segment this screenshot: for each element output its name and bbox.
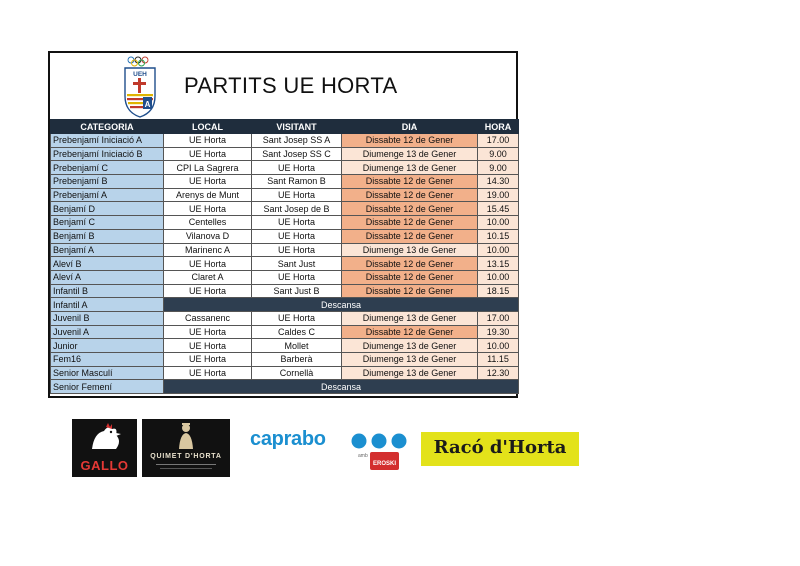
cell-dia: Diumenge 13 de Gener — [342, 339, 478, 353]
cell-local: Cassanenc — [164, 311, 252, 325]
cell-categoria: Benjamí C — [51, 216, 164, 230]
cell-visitant: Sant Josep SS A — [252, 134, 342, 148]
cell-hora: 10.00 — [478, 270, 519, 284]
cell-hora: 10.15 — [478, 229, 519, 243]
cell-hora: 13.15 — [478, 257, 519, 271]
header-hora: HORA — [478, 120, 519, 134]
table-row — [51, 270, 519, 284]
caprabo-logo — [250, 428, 410, 468]
cell-visitant: UE Horta — [252, 311, 342, 325]
cell-local: UE Horta — [164, 175, 252, 189]
crest-badge: A — [144, 100, 151, 109]
cell-dia: Dissabte 12 de Gener — [342, 134, 478, 148]
cell-local: UE Horta — [164, 366, 252, 380]
cell-dia: Diumenge 13 de Gener — [342, 147, 478, 161]
cell-dia: Dissabte 12 de Gener — [342, 257, 478, 271]
table-row — [51, 161, 519, 175]
cell-dia: Dissabte 12 de Gener — [342, 188, 478, 202]
cell-visitant: Caldes C — [252, 325, 342, 339]
cell-hora: 17.00 — [478, 311, 519, 325]
cell-visitant: Sant Josep SS C — [252, 147, 342, 161]
quimet-text: QUIMET D'HORTA — [150, 453, 222, 460]
cell-visitant: Sant Just — [252, 257, 342, 271]
cell-visitant: Cornellà — [252, 366, 342, 380]
cell-hora: 10.00 — [478, 216, 519, 230]
cell-hora: 9.00 — [478, 147, 519, 161]
quimet-dhorta-logo — [142, 419, 230, 477]
cell-hora: 9.00 — [478, 161, 519, 175]
cell-dia: Diumenge 13 de Gener — [342, 243, 478, 257]
cell-visitant: UE Horta — [252, 270, 342, 284]
cell-visitant: Sant Josep de B — [252, 202, 342, 216]
table-row — [51, 366, 519, 380]
table-row — [51, 353, 519, 367]
cell-hora: 12.30 — [478, 366, 519, 380]
cell-local: UE Horta — [164, 147, 252, 161]
cell-local: UE Horta — [164, 325, 252, 339]
cell-local: Centelles — [164, 216, 252, 230]
cell-visitant: UE Horta — [252, 188, 342, 202]
caprabo-text: caprabo — [250, 428, 326, 450]
table-row — [51, 380, 519, 394]
header-dia: DIA — [342, 120, 478, 134]
table-row — [51, 216, 519, 230]
header-local: LOCAL — [164, 120, 252, 134]
table-row — [51, 134, 519, 148]
cell-categoria: Infantil A — [51, 298, 164, 312]
table-row — [51, 147, 519, 161]
table-header — [51, 120, 519, 134]
cell-categoria: Prebenjamí B — [51, 175, 164, 189]
cell-hora: 15.45 — [478, 202, 519, 216]
cell-visitant: Barberà — [252, 353, 342, 367]
cell-local: UE Horta — [164, 202, 252, 216]
cell-dia: Dissabte 12 de Gener — [342, 216, 478, 230]
cell-local: Arenys de Munt — [164, 188, 252, 202]
cell-local: Claret A — [164, 270, 252, 284]
cell-dia: Dissabte 12 de Gener — [342, 325, 478, 339]
cell-visitant: UE Horta — [252, 161, 342, 175]
cell-dia: Diumenge 13 de Gener — [342, 353, 478, 367]
cell-categoria: Aleví B — [51, 257, 164, 271]
fixtures-table — [50, 119, 519, 394]
cell-categoria: Juvenil B — [51, 311, 164, 325]
cell-dia: Dissabte 12 de Gener — [342, 270, 478, 284]
cell-categoria: Fem16 — [51, 353, 164, 367]
table-row — [51, 243, 519, 257]
cell-categoria: Benjamí B — [51, 229, 164, 243]
table-row — [51, 175, 519, 189]
gallo-text: GALLO — [80, 458, 129, 473]
cell-hora: 19.30 — [478, 325, 519, 339]
cell-visitant: Sant Just B — [252, 284, 342, 298]
eroski-text: EROSKI — [373, 461, 397, 467]
table-row — [51, 284, 519, 298]
raco-text: Racó d'Horta — [433, 437, 567, 458]
cell-dia: Diumenge 13 de Gener — [342, 311, 478, 325]
cell-hora: 11.15 — [478, 353, 519, 367]
cell-dia: Dissabte 12 de Gener — [342, 284, 478, 298]
cell-local: Vilanova D — [164, 229, 252, 243]
cell-categoria: Juvenil A — [51, 325, 164, 339]
table-row — [51, 202, 519, 216]
cell-categoria: Benjamí D — [51, 202, 164, 216]
eroski-prefix: amb — [358, 453, 368, 459]
cell-dia: Diumenge 13 de Gener — [342, 161, 478, 175]
cell-categoria: Prebenjamí Iniciació A — [51, 134, 164, 148]
cell-local: Marinenc A — [164, 243, 252, 257]
ue-horta-crest-icon — [122, 56, 158, 118]
cell-local: UE Horta — [164, 339, 252, 353]
page-title: PARTITS UE HORTA — [184, 73, 398, 98]
table-row — [51, 188, 519, 202]
table-row — [51, 298, 519, 312]
table-body — [51, 134, 519, 394]
table-row — [51, 229, 519, 243]
cell-categoria: Aleví A — [51, 270, 164, 284]
header-categoria: CATEGORIA — [51, 120, 164, 134]
cell-hora: 10.00 — [478, 339, 519, 353]
cell-categoria: Senior Femení — [51, 380, 164, 394]
cell-visitant: Sant Ramon B — [252, 175, 342, 189]
cell-local: UE Horta — [164, 353, 252, 367]
raco-dhorta-logo — [421, 432, 579, 466]
cell-local: CPI La Sagrera — [164, 161, 252, 175]
cell-visitant: Mollet — [252, 339, 342, 353]
cell-hora: 10.00 — [478, 243, 519, 257]
rooster-icon — [72, 419, 137, 459]
cell-hora: 19.00 — [478, 188, 519, 202]
cell-categoria: Junior — [51, 339, 164, 353]
table-row — [51, 325, 519, 339]
cell-categoria: Prebenjamí Iniciació B — [51, 147, 164, 161]
cell-local: UE Horta — [164, 257, 252, 271]
cell-visitant: UE Horta — [252, 243, 342, 257]
eroski-badge — [370, 452, 399, 470]
cell-descansa: Descansa — [164, 298, 519, 312]
cell-dia: Diumenge 13 de Gener — [342, 366, 478, 380]
cell-visitant: UE Horta — [252, 229, 342, 243]
cell-categoria: Prebenjamí C — [51, 161, 164, 175]
cell-descansa: Descansa — [164, 380, 519, 394]
cell-hora: 17.00 — [478, 134, 519, 148]
gallo-logo — [72, 419, 137, 477]
schedule-sheet — [48, 51, 518, 398]
cell-local: UE Horta — [164, 284, 252, 298]
cell-dia: Dissabte 12 de Gener — [342, 202, 478, 216]
caprabo-dots-icon — [350, 432, 408, 450]
cell-visitant: UE Horta — [252, 216, 342, 230]
cell-hora: 14.30 — [478, 175, 519, 189]
cell-dia: Dissabte 12 de Gener — [342, 175, 478, 189]
cell-categoria: Prebenjamí A — [51, 188, 164, 202]
crest-letters: UEH — [133, 71, 147, 78]
table-row — [51, 257, 519, 271]
cell-local: UE Horta — [164, 134, 252, 148]
title-area — [50, 53, 516, 119]
cell-dia: Dissabte 12 de Gener — [342, 229, 478, 243]
cell-categoria: Benjamí A — [51, 243, 164, 257]
header-visitant: VISITANT — [252, 120, 342, 134]
table-row — [51, 339, 519, 353]
figure-icon — [142, 419, 230, 453]
cell-hora: 18.15 — [478, 284, 519, 298]
cell-categoria: Senior Masculí — [51, 366, 164, 380]
table-row — [51, 311, 519, 325]
cell-categoria: Infantil B — [51, 284, 164, 298]
